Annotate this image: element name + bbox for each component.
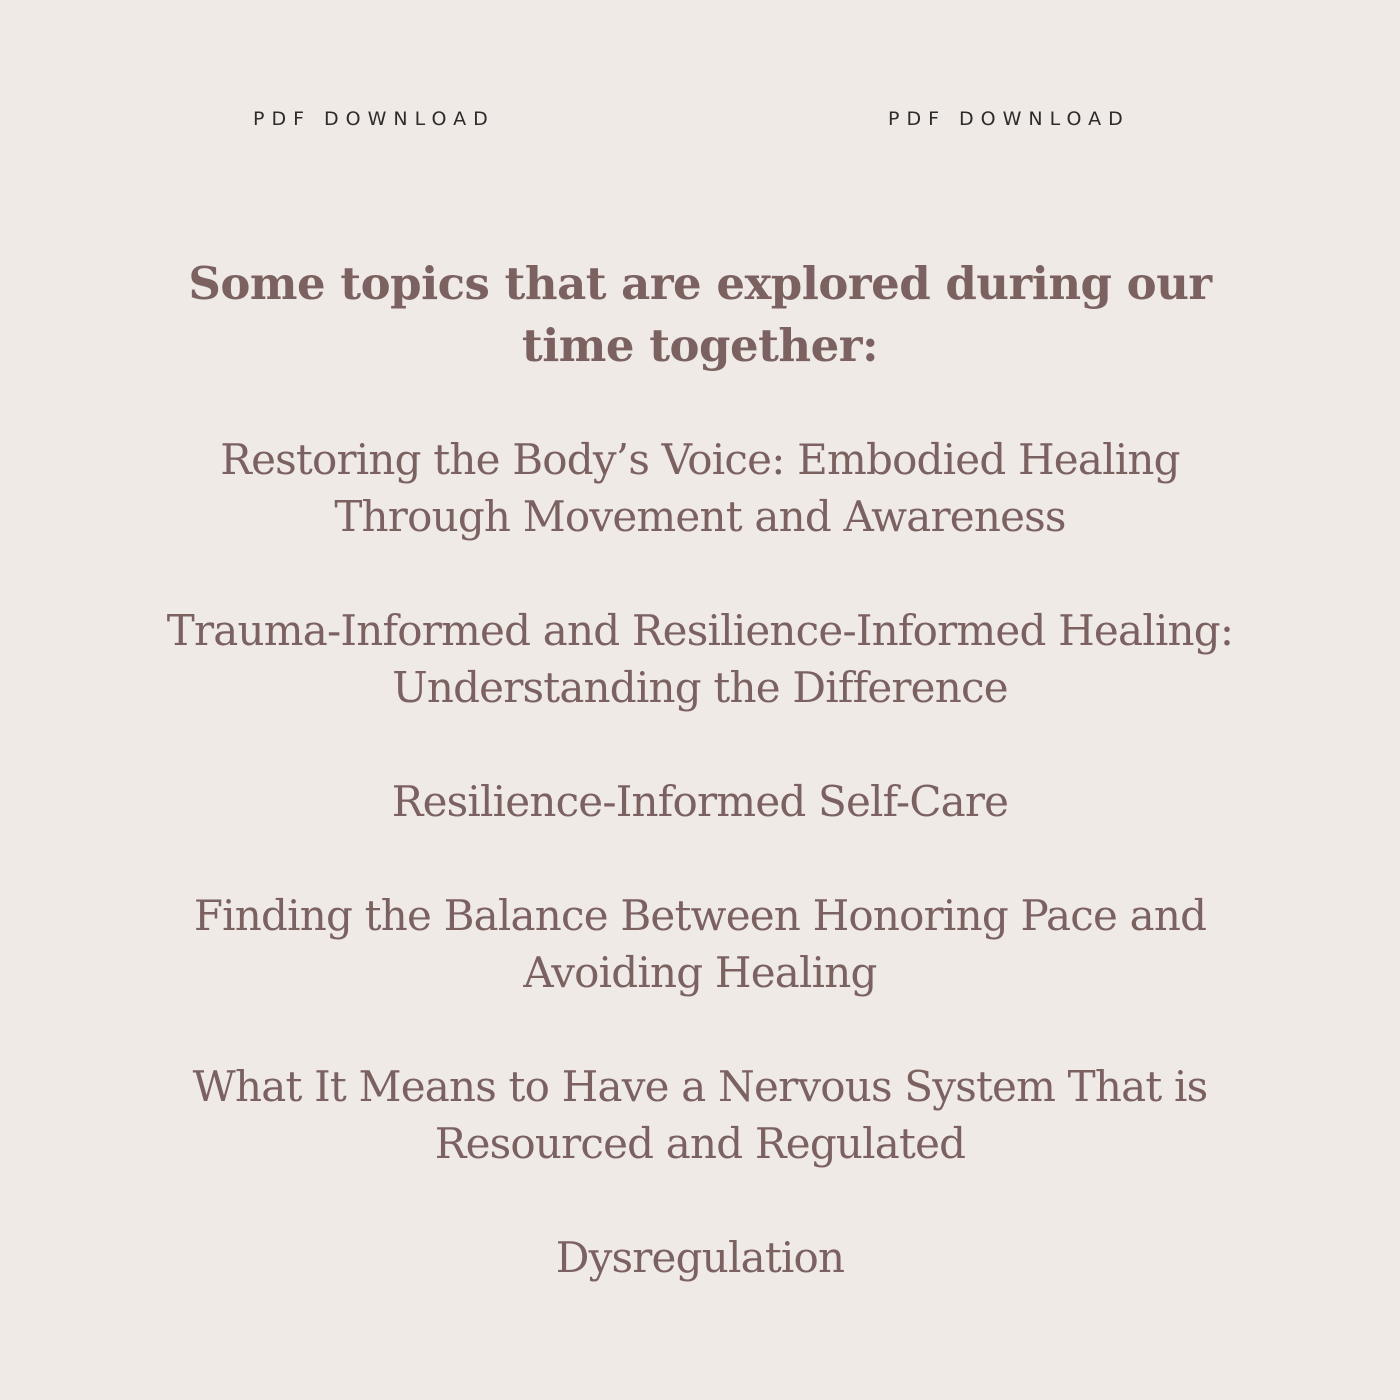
topic-item: Dysregulation <box>555 1233 845 1282</box>
pdf-download-label-left: PDF DOWNLOAD <box>253 108 495 130</box>
topic-item: Finding the Balance Between Honoring Pace and Avoiding Healing <box>193 891 1207 997</box>
section-heading: Some topics that are explored during our time together: <box>188 257 1212 372</box>
topic-item: What It Means to Have a Nervous System That is Resourced and Regulated <box>192 1062 1208 1168</box>
pdf-download-label-right: PDF DOWNLOAD <box>888 108 1130 130</box>
topic-item: Resilience-Informed Self-Care <box>391 777 1009 826</box>
topic-item: Trauma-Informed and Resilience-Informed Healing: Understanding the Difference <box>166 606 1234 712</box>
topics-list <box>130 431 1270 1286</box>
topic-item: Restoring the Body’s Voice: Embodied Healing Through Movement and Awareness <box>220 435 1180 541</box>
